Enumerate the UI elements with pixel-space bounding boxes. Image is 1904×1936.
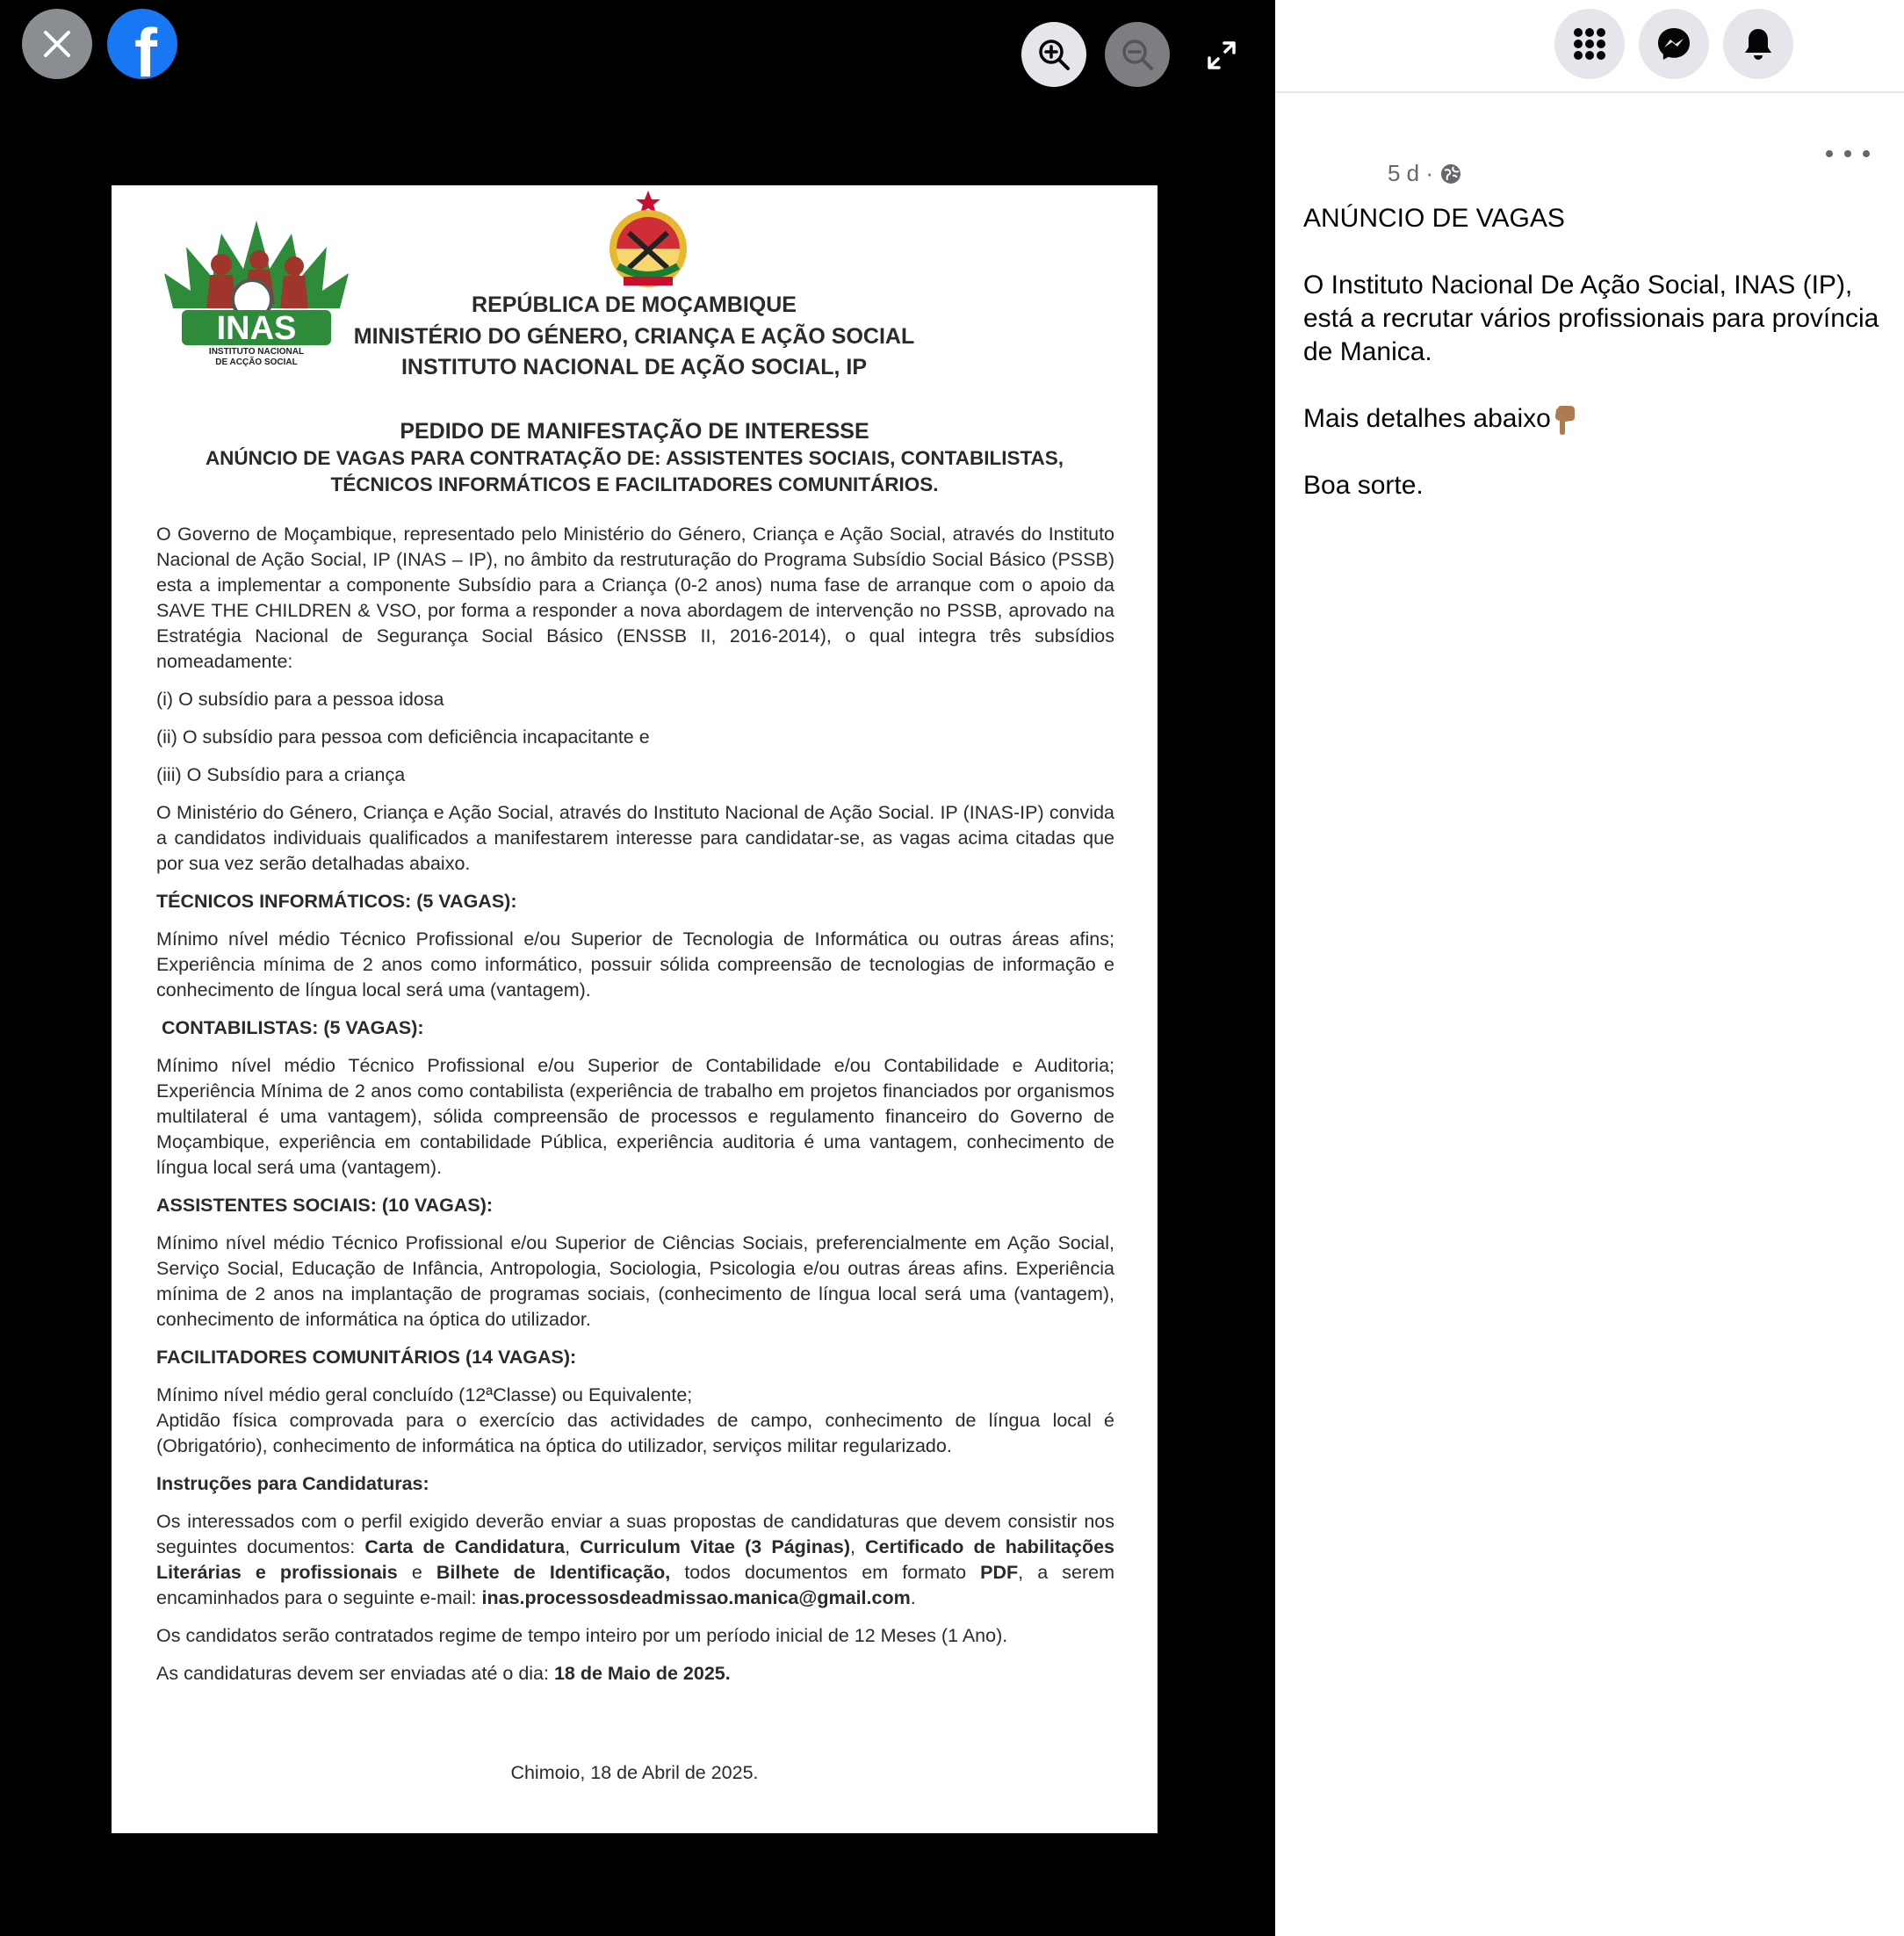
post-side-panel xyxy=(1275,0,1904,1936)
post-body xyxy=(1303,202,1883,536)
deadline-date: 18 de Maio de 2025. xyxy=(553,1663,731,1684)
messenger-button[interactable] xyxy=(1639,9,1709,79)
doc-list-item-3: (iii) O Subsídio para a criança xyxy=(156,764,406,785)
expand-icon xyxy=(1207,40,1237,70)
instr-text-1: Os interessados com o perfil exigido deverão enviar a suas propostas de candidaturas que devem consistir nos seguintes documentos: xyxy=(156,1511,1114,1557)
more-options-icon xyxy=(1863,150,1870,157)
more-options-button[interactable] xyxy=(1826,141,1870,167)
post-paragraph-3: Boa sorte. xyxy=(1303,471,1424,500)
post-paragraph-2-text: Mais detalhes abaixo xyxy=(1303,404,1551,433)
job-announcement-document xyxy=(112,185,1158,1833)
post-timestamp[interactable]: 5 d · xyxy=(1388,160,1434,186)
instr-sep-2: , xyxy=(850,1536,866,1557)
more-options-icon xyxy=(1844,150,1851,157)
instr-sep-4: todos documentos em formato xyxy=(670,1562,981,1583)
doc-section-text-accountants: Mínimo nível médio Técnico Profissional e/ou Superior de Contabilidade e/ou Contabilidade e Auditoria; Experiência Mínima de 2 anos como contabilista (experiência de trabalho em projetos financiados por organismos multilateral é uma vantagem), sólida compreensão de processos e regulamento financeiro do Governo de Moçambique, experiência em contabilidade Pública, experiência auditoria é uma vantagem, conhecimento de língua local será uma (vantagem). xyxy=(156,1055,1114,1178)
inas-logo-subtitle-1: INSTITUTO NACIONAL xyxy=(208,347,305,357)
instr-doc-certificate: Certificado de habilitações Literárias e profissionais xyxy=(156,1536,1114,1583)
menu-grid-icon xyxy=(1573,27,1606,61)
more-options-icon xyxy=(1826,150,1833,157)
zoom-in-icon xyxy=(1036,37,1071,72)
instr-email: inas.processosdeadmissao.manica@gmail.com xyxy=(481,1587,911,1608)
doc-section-text-social-assistants: Mínimo nível médio Técnico Profissional e/ou Superior de Ciências Sociais, preferencialmente em Ação Social, Serviço Social, Educação de Infância, Antropologia, Sociologia, Psicologia e/ou outras áreas afins. Experiência mínima de 2 anos na implantação de programas sociais, (conhecimento de língua local será uma (vantagem), conhecimento de informática na óptica do utilizador. xyxy=(156,1232,1114,1330)
doc-section-text-facilitators-2: Aptidão física comprovada para o exercício das actividades de campo, conhecimento de língua local é (Obrigatório), conhecimento de informática na óptica do utilizador, serviços militar regularizado. xyxy=(156,1410,1114,1456)
doc-section-title-social-assistants: ASSISTENTES SOCIAIS: (10 VAGAS): xyxy=(156,1195,494,1216)
doc-list-item-1: (i) O subsídio para a pessoa idosa xyxy=(156,689,444,710)
bell-icon xyxy=(1742,26,1775,61)
instr-doc-cover-letter: Carta de Candidatura xyxy=(364,1536,566,1557)
post-title: ANÚNCIO DE VAGAS xyxy=(1303,204,1565,233)
notifications-button[interactable] xyxy=(1723,9,1793,79)
doc-section-text-it-technicians: Mínimo nível médio Técnico Profissional e/ou Superior de Tecnologia de Informática ou outras áreas afins; Experiência mínima de 2 anos como informático, possuir sólida compreensão de tecnologias de informação e conhecimento de língua local será uma (vantagem). xyxy=(156,928,1114,1001)
mozambique-emblem xyxy=(597,189,699,294)
doc-header-ministry: MINISTÉRIO DO GÉNERO, CRIANÇA E AÇÃO SOCIAL xyxy=(353,324,915,349)
inas-logo-subtitle-2: DE ACÇÃO SOCIAL xyxy=(215,358,298,367)
close-button[interactable] xyxy=(22,9,92,79)
zoom-in-button[interactable] xyxy=(1021,22,1086,87)
doc-signoff: Chimoio, 18 de Abril de 2025. xyxy=(510,1762,759,1783)
instr-sep-1: , xyxy=(565,1536,581,1557)
header-divider xyxy=(1275,91,1904,93)
doc-section-title-accountants: CONTABILISTAS: (5 VAGAS): xyxy=(162,1017,424,1038)
doc-invite-paragraph: O Ministério do Género, Criança e Ação Social, através do Instituto Nacional de Ação Social. IP (INAS-IP) convida a candidatos individuais qualificados a manifestarem interesse para candidatar-se, as vagas acima citadas que por sua vez serão detalhadas abaixo. xyxy=(156,802,1114,874)
doc-subtitle-line-1: ANÚNCIO DE VAGAS PARA CONTRATAÇÃO DE: ASSISTENTES SOCIAIS, CONTABILISTAS, xyxy=(205,447,1064,469)
globe-icon xyxy=(1440,163,1461,184)
instr-end: . xyxy=(910,1587,916,1608)
doc-deadline-paragraph xyxy=(156,1661,1114,1687)
doc-header-republic: REPÚBLICA DE MOÇAMBIQUE xyxy=(472,293,797,317)
instr-doc-id: Bilhete de Identificação, xyxy=(436,1562,671,1583)
facebook-logo[interactable] xyxy=(107,9,177,79)
inas-logo-text: INAS xyxy=(216,310,297,347)
doc-instructions-title: Instruções para Candidaturas: xyxy=(156,1473,429,1494)
doc-body xyxy=(156,522,1114,1699)
doc-title: PEDIDO DE MANIFESTAÇÃO DE INTERESSE xyxy=(400,419,869,444)
close-icon xyxy=(42,29,72,59)
messenger-icon xyxy=(1655,25,1692,62)
instr-doc-cv: Curriculum Vitae (3 Páginas) xyxy=(580,1536,850,1557)
pointing-down-emoji xyxy=(1551,405,1579,435)
facebook-logo-letter: f xyxy=(134,13,157,79)
post-meta xyxy=(1388,160,1461,187)
doc-section-text-facilitators-1: Mínimo nível médio geral concluído (12ªClasse) ou Equivalente; xyxy=(156,1384,693,1405)
instr-sep-3: e xyxy=(397,1562,436,1583)
doc-section-title-it-technicians: TÉCNICOS INFORMÁTICOS: (5 VAGAS): xyxy=(156,891,517,912)
zoom-out-icon xyxy=(1120,37,1155,72)
doc-regime-paragraph: Os candidatos serão contratados regime de tempo inteiro por um período inicial de 12 Meses (1 Ano). xyxy=(156,1625,1008,1646)
fullscreen-button[interactable] xyxy=(1201,35,1242,76)
doc-header-institute: INSTITUTO NACIONAL DE AÇÃO SOCIAL, IP xyxy=(400,355,868,379)
doc-instructions-paragraph xyxy=(156,1509,1114,1611)
doc-list-item-2: (ii) O subsídio para pessoa com deficiência incapacitante e xyxy=(156,726,650,748)
doc-section-title-facilitators: FACILITADORES COMUNITÁRIOS (14 VAGAS): xyxy=(156,1347,577,1368)
menu-button[interactable] xyxy=(1554,9,1625,79)
post-paragraph-2 xyxy=(1303,402,1883,436)
deadline-text: As candidaturas devem ser enviadas até o dia: xyxy=(156,1663,554,1684)
doc-subtitle-line-2: TÉCNICOS INFORMÁTICOS E FACILITADORES COMUNITÁRIOS. xyxy=(330,473,939,495)
zoom-out-button[interactable] xyxy=(1105,22,1170,87)
doc-intro-paragraph: O Governo de Moçambique, representado pelo Ministério do Género, Criança e Ação Social, através do Instituto Nacional de Ação Social, IP (INAS – IP), no âmbito da restruturação do Programa Subsídio Social Básico (PSSB) esta a implementar a componente Subsídio para a Criança (0-2 anos) numa fase de arranque com o apoio da SAVE THE CHILDREN & VSO, por forma a responder a nova abordagem de intervenção no PSSB, aprovado na Estratégia Nacional de Segurança Social Básico (ENSSB II, 2016-2014), o qual integra três subsídios nomeadamente: xyxy=(156,524,1114,672)
post-paragraph-1: O Instituto Nacional De Ação Social, INAS (IP), está a recrutar vários profissionais para província de Manica. xyxy=(1303,271,1879,366)
instr-format-pdf: PDF xyxy=(980,1562,1019,1583)
instr-sep-5: , a serem encaminhados para o seguinte e-mail: xyxy=(156,1562,1115,1608)
